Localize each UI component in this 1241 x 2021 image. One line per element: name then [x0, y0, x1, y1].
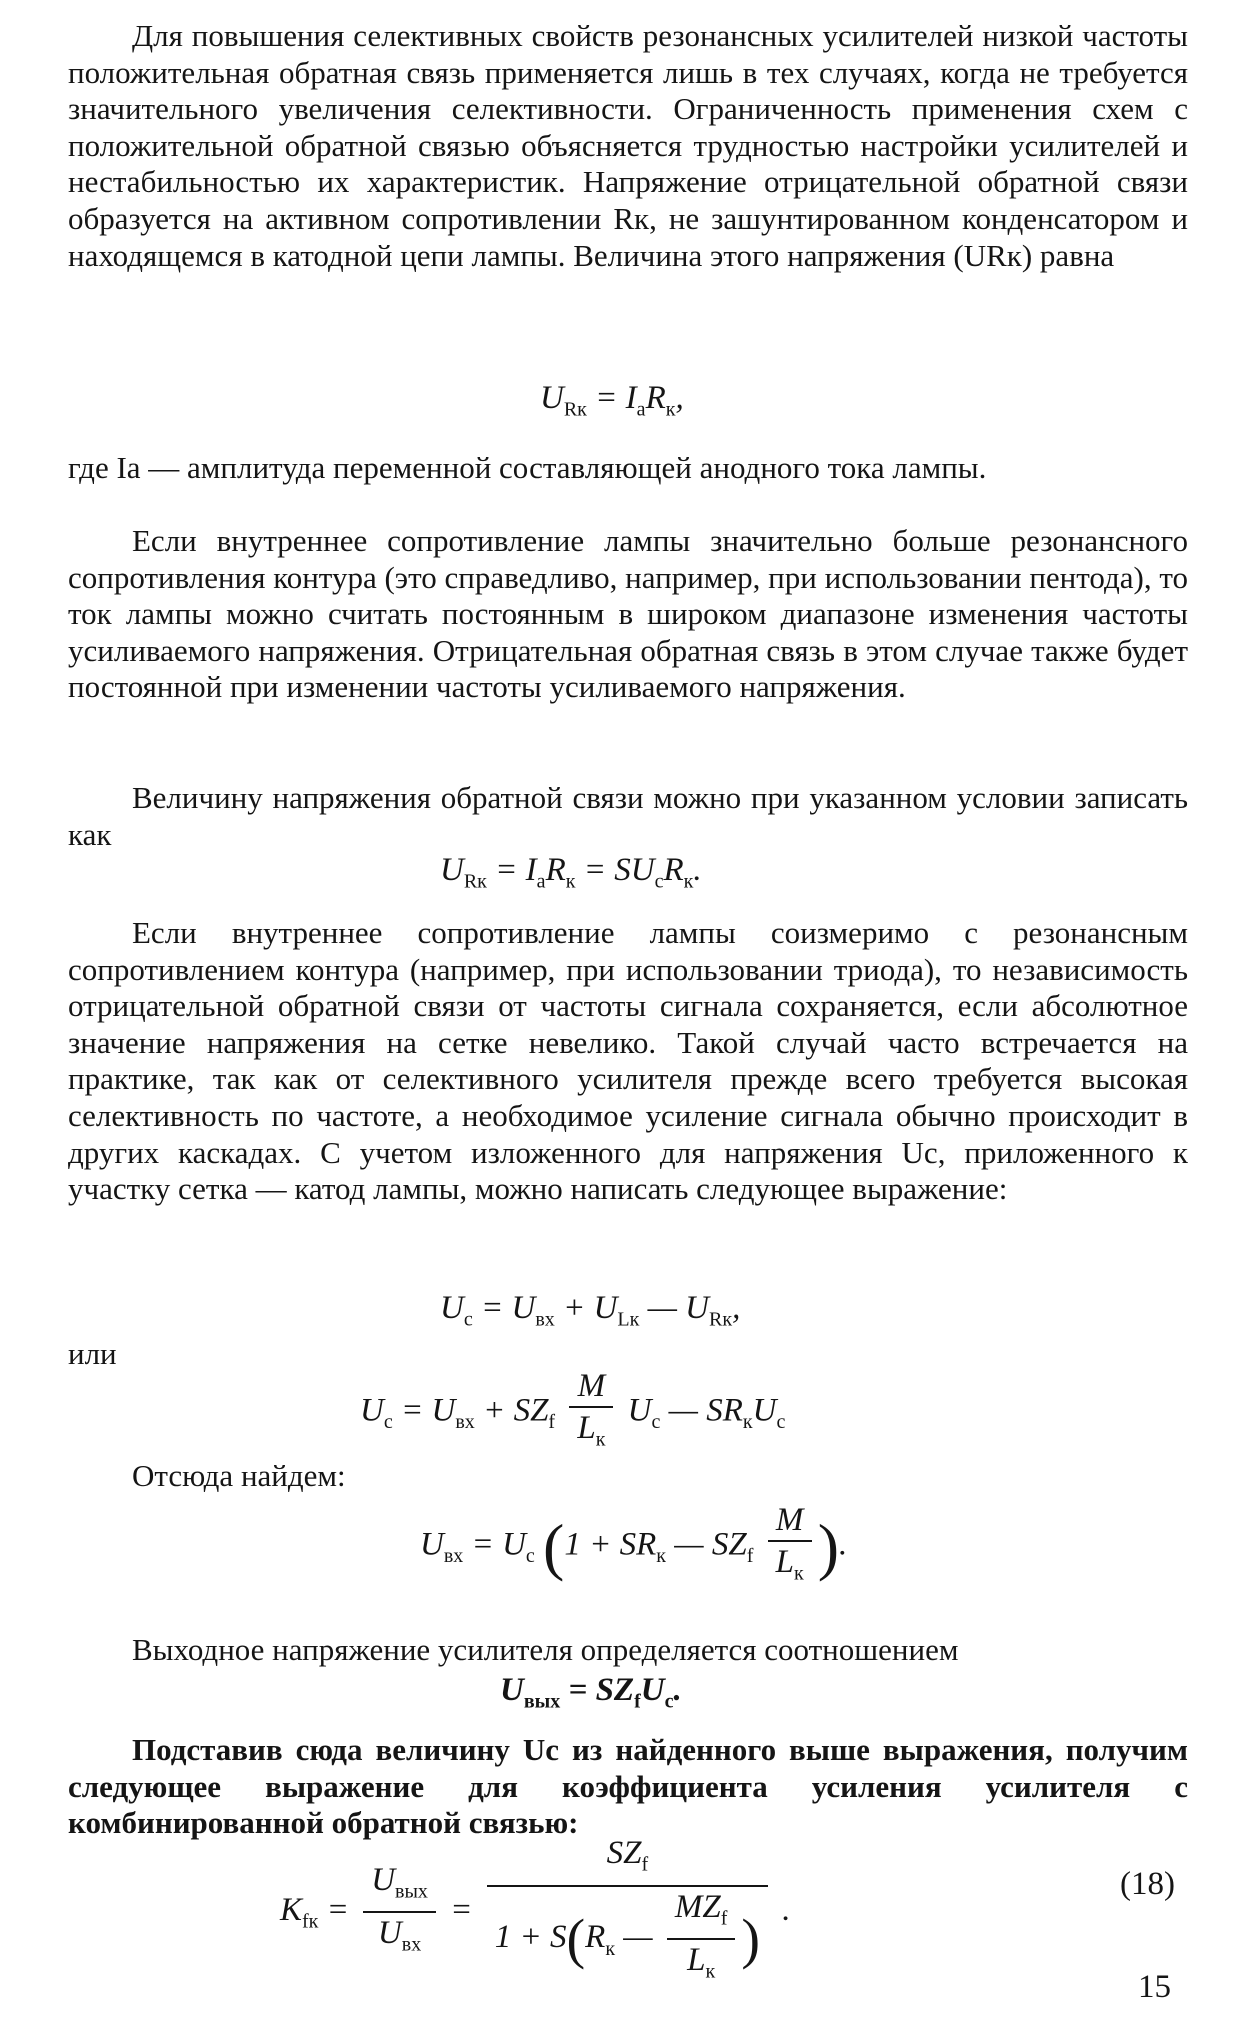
- paragraph-positive-feedback: Для повышения селективных свойств резонансных усилителей низкой частоты положительная обратная связь применяется лишь в тех случаях, когда не требуется значительного увеличения селективности. Ограниченность применения схем с положительной обратной связью объясняется трудностью настройки усилителей и нестабильностью их характеристик. Напряжение отрицательной обратной связи образуется на активном сопротивлении Rк, не зашунтированном конденсатором и находящемся в катодной цепи лампы. Величина этого напряжения (URк) равна: [68, 18, 1188, 273]
- formula-feedback-su: $U_{Rк} = I_аR_к = SU_сR_к$.: [440, 852, 702, 893]
- paragraph-gain-coefficient: Подставив сюда величину Uс из найденного выше выражения, получим следующее выражение для коэффициента усиления усилителя с комбинированной обратной связью:: [68, 1732, 1188, 1841]
- formula-grid-voltage: $U_с = U_{вх} + U_{Lк}$ — $U_{Rк}$,: [440, 1290, 741, 1331]
- paragraph-triode: Если внутреннее сопротивление лампы соизмеримо с резонансным сопротивлением контура (например, при использовании триода), то независимость отрицательной обратной связи от частоты сигнала сохраняется, если абсолютное значение напряжения на сетке невелико. Такой случай часто встречается на практике, так как от селективного усилителя прежде всего требуется высокая селективность по частоте, а необходимое усиление сигнала обычно происходит в других каскадах. С учетом изложенного для напряжения Uс, приложенного к участку сетка — катод лампы, можно написать следующее выражение:: [68, 915, 1188, 1207]
- formula-feedback-voltage: $U_{Rк} = I_аR_к$,: [540, 380, 684, 421]
- paragraph-output-voltage: Выходное напряжение усилителя определяется соотношением: [132, 1632, 959, 1667]
- page-number: 15: [1138, 1969, 1171, 2005]
- formula-input-voltage: $U_{вх} = U_с$ ($1 + SR_к$ — $SZ_f$ $\frac{M}{L_к}$ ).: [420, 1502, 848, 1585]
- paragraph-feedback-value: Величину напряжения обратной связи можно при указанном условии записать как: [68, 780, 1188, 852]
- paragraph-where-ia: где Iа — амплитуда переменной составляющей анодного тока лампы.: [68, 450, 987, 485]
- formula-output-voltage: $U_{вых} = SZ_fU_с$.: [500, 1672, 682, 1713]
- word-or: или: [68, 1336, 117, 1371]
- paragraph-pentode: Если внутреннее сопротивление лампы значительно больше резонансного сопротивления контура (это справедливо, например, при использовании пентода), то ток лампы можно считать постоянным в широком диапазоне изменения частоты усиливаемого напряжения. Отрицательная обратная связь в этом случае также будет постоянной при изменении частоты усиливаемого напряжения.: [68, 523, 1188, 705]
- paragraph-hence: Отсюда найдем:: [132, 1458, 346, 1493]
- formula-grid-voltage-expanded: $U_с = U_{вх} + SZ_f$ $\frac{M}{L_к}$ $U_с$ — $SR_кU_с$: [360, 1368, 786, 1451]
- formula-gain-coefficient: $K_{fк}$ = $\frac{U_{вых}}{U_{вх}}$ = $SZ_f$ $1 + S(R_к$ — $\frac{MZ_f}{L_к}$ ) .: [280, 1835, 791, 1983]
- equation-number: (18): [1120, 1866, 1175, 1902]
